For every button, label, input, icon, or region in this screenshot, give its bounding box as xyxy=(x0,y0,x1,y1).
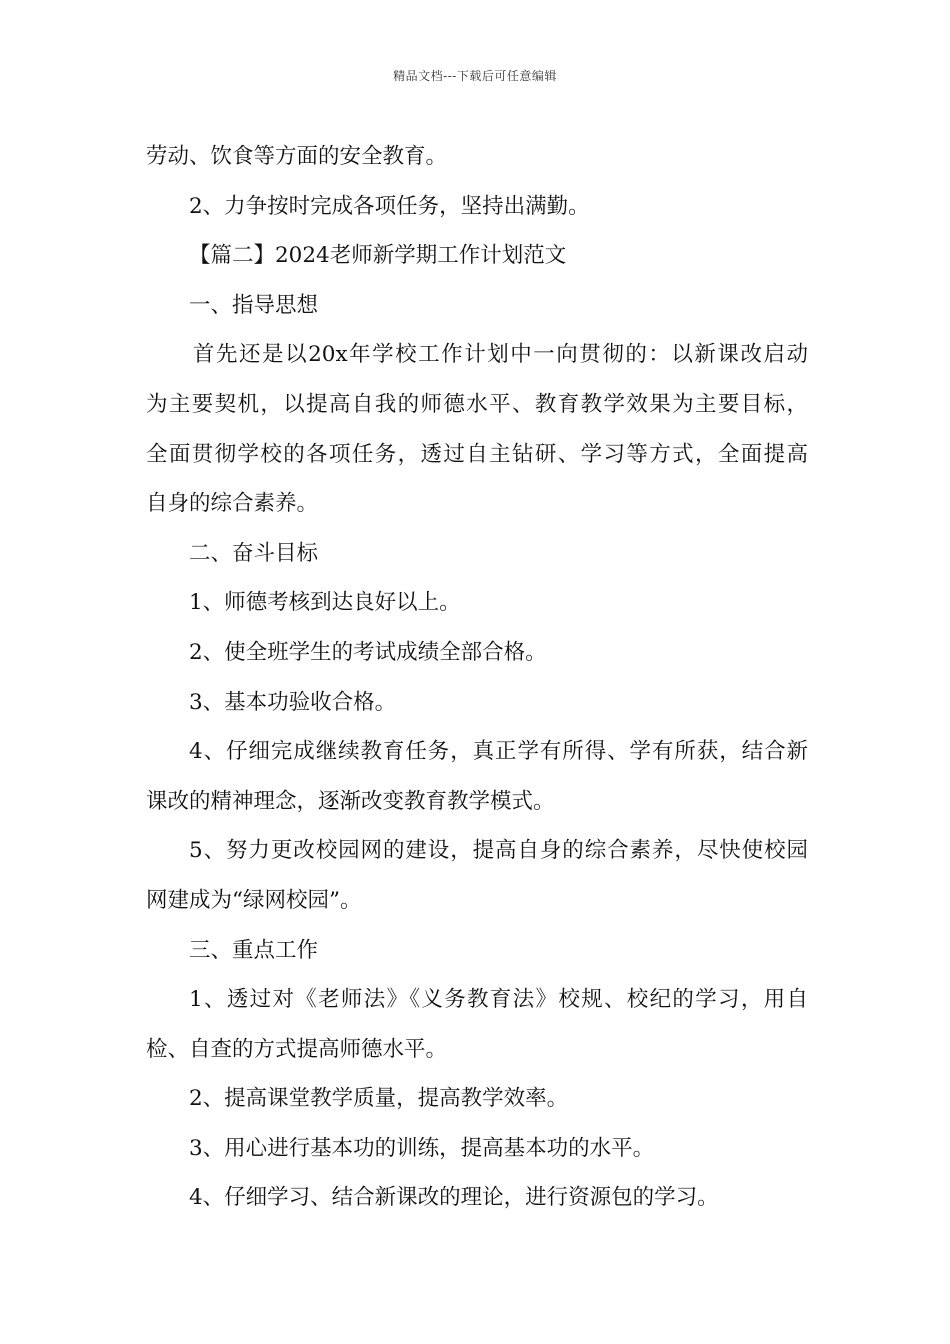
page-header: 精品文档---下载后可任意编辑 xyxy=(393,69,557,83)
section-heading: 二、奋斗目标 xyxy=(189,540,319,566)
document-body xyxy=(146,132,808,1223)
list-item-continuation: 网建成为“绿网校园”。 xyxy=(146,887,362,913)
list-item: 2、提高课堂教学质量，提高教学效率。 xyxy=(189,1086,569,1112)
paragraph-line: 2、力争按时完成各项任务，坚持出满勤。 xyxy=(189,193,590,219)
section-heading: 一、指导思想 xyxy=(189,292,319,318)
list-item-continuation: 课改的精神理念，逐渐改变教育教学模式。 xyxy=(146,788,555,814)
list-item: 4、仔细学习、结合新课改的理论，进行资源包的学习。 xyxy=(189,1185,719,1211)
paragraph-line: 自身的综合素养。 xyxy=(146,491,319,517)
paragraph-line: 首先还是以20x年学校工作计划中一向贯彻的：以新课改启动 xyxy=(193,342,808,368)
section-heading: 三、重点工作 xyxy=(189,937,319,963)
list-item: 1、师德考核到达良好以上。 xyxy=(189,590,461,616)
list-item: 2、使全班学生的考试成绩全部合格。 xyxy=(189,639,547,665)
list-item-continuation: 检、自查的方式提高师德水平。 xyxy=(146,1036,448,1062)
paragraph-line: 全面贯彻学校的各项任务，透过自主钻研、学习等方式，全面提高 xyxy=(146,441,808,467)
list-item: 4、仔细完成继续教育任务，真正学有所得、学有所获，结合新 xyxy=(189,739,808,765)
paragraph-line: 为主要契机，以提高自我的师德水平、教育教学效果为主要目标， xyxy=(146,391,808,417)
list-item: 3、基本功验收合格。 xyxy=(189,689,397,715)
paragraph-line: 劳动、饮食等方面的安全教育。 xyxy=(146,144,448,169)
section-title: 【篇二】2024老师新学期工作计划范文 xyxy=(189,243,567,269)
list-item: 1、透过对《老师法》《义务教育法》校规、校纪的学习，用自 xyxy=(189,987,808,1013)
list-item: 3、用心进行基本功的训练，提高基本功的水平。 xyxy=(189,1135,655,1161)
list-item: 5、努力更改校园网的建设，提高自身的综合素养，尽快使校园 xyxy=(189,838,808,864)
